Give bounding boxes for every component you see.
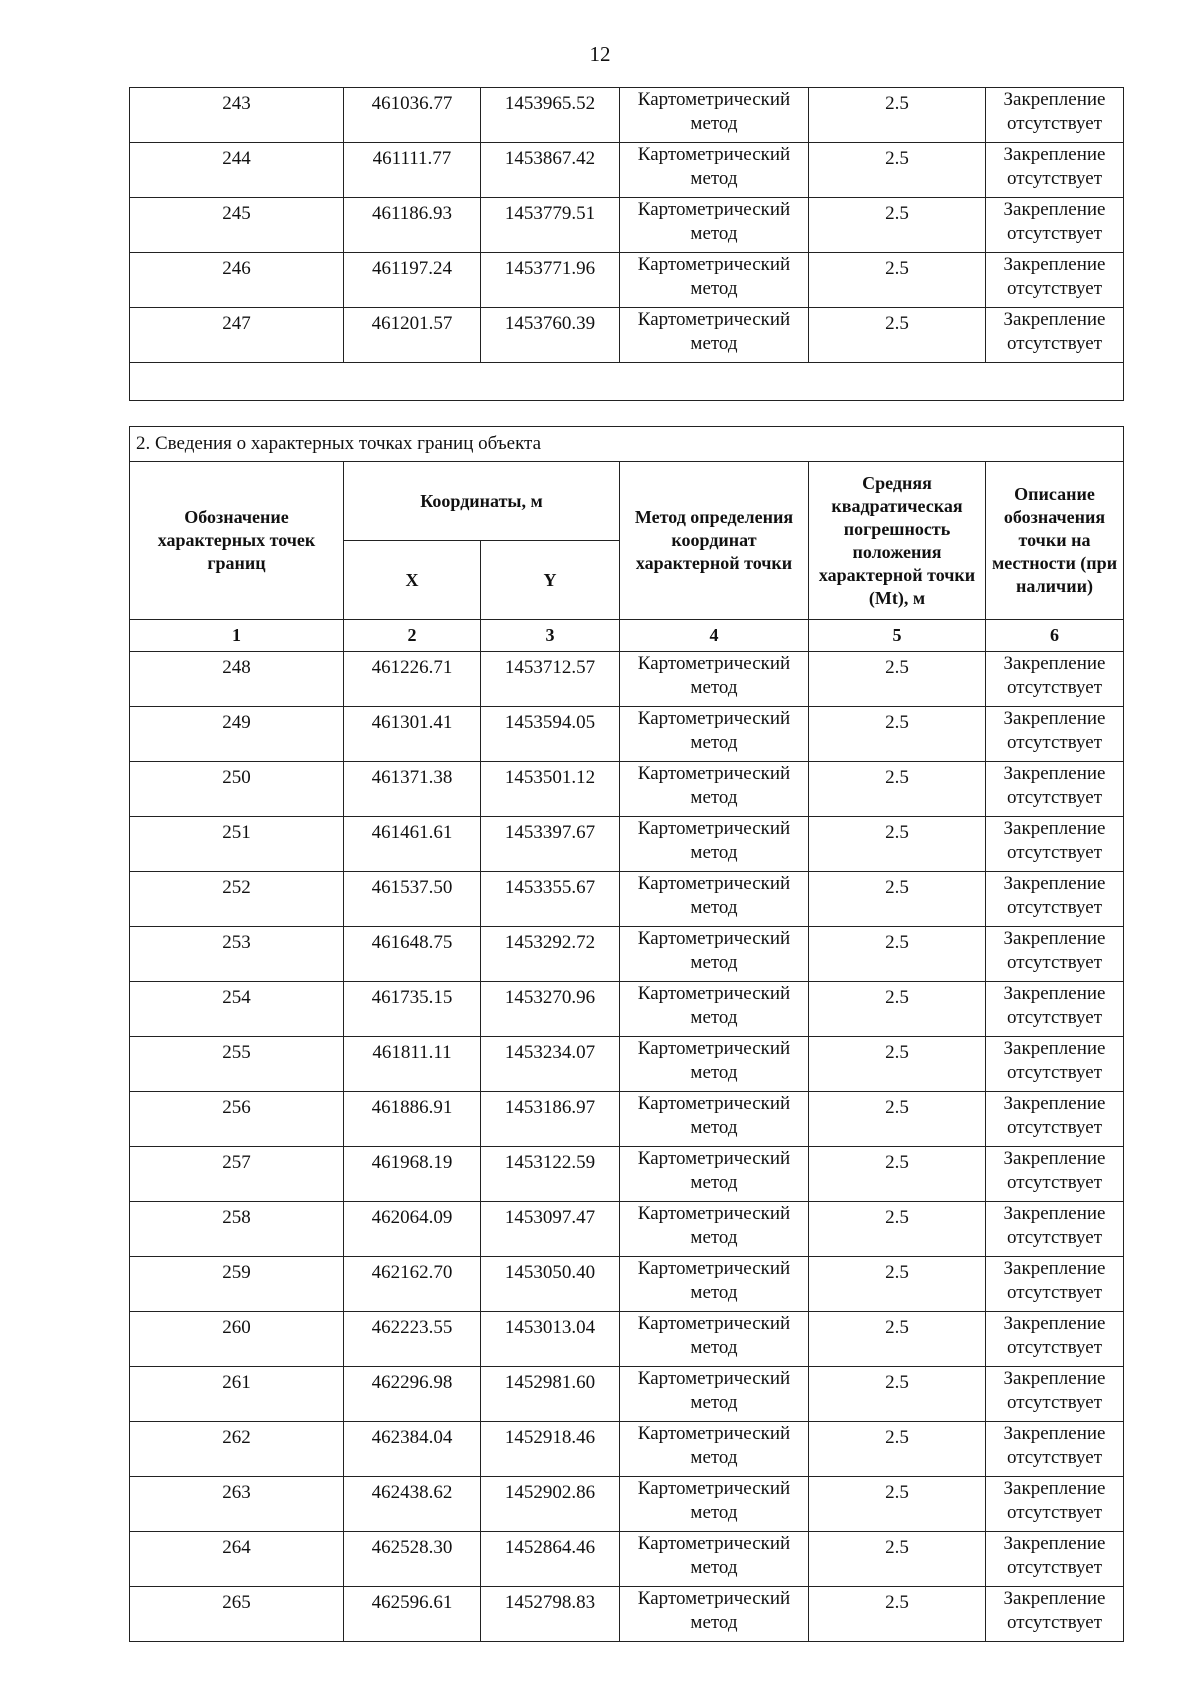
header-method: Метод определения координат характерной точки bbox=[620, 462, 809, 620]
boundary-points-table bbox=[129, 426, 1124, 1642]
y-cell: 1452864.46 bbox=[481, 1532, 620, 1587]
description-line-2: отсутствует bbox=[1006, 1227, 1103, 1248]
description-cell bbox=[986, 88, 1124, 143]
method-line-2: метод bbox=[690, 1227, 738, 1248]
description-line-2: отсутствует bbox=[1006, 1062, 1103, 1083]
mt-cell: 2.5 bbox=[809, 308, 986, 363]
x-cell: 462528.30 bbox=[344, 1532, 481, 1587]
description-line-1: Закрепление bbox=[1003, 144, 1106, 165]
x-cell: 462162.70 bbox=[344, 1257, 481, 1312]
x-cell: 461648.75 bbox=[344, 927, 481, 982]
description-line-1: Закрепление bbox=[1003, 653, 1106, 674]
description-line-1: Закрепление bbox=[1003, 1093, 1106, 1114]
method-line-1: Картометрический bbox=[637, 199, 791, 220]
method-line-1: Картометрический bbox=[637, 1368, 791, 1389]
description-line-1: Закрепление bbox=[1003, 1423, 1106, 1444]
method-line-1: Картометрический bbox=[637, 1093, 791, 1114]
method-line-1: Картометрический bbox=[637, 1423, 791, 1444]
method-line-1: Картометрический bbox=[637, 1038, 791, 1059]
description-cell bbox=[986, 143, 1124, 198]
description-line-2: отсутствует bbox=[1006, 952, 1103, 973]
x-cell: 461111.77 bbox=[344, 143, 481, 198]
point-number-cell: 243 bbox=[130, 88, 344, 143]
method-cell bbox=[620, 1257, 809, 1312]
y-cell: 1453122.59 bbox=[481, 1147, 620, 1202]
description-cell bbox=[986, 817, 1124, 872]
mt-cell: 2.5 bbox=[809, 1532, 986, 1587]
y-cell: 1453779.51 bbox=[481, 198, 620, 253]
method-line-2: метод bbox=[690, 952, 738, 973]
y-cell: 1453771.96 bbox=[481, 253, 620, 308]
description-line-2: отсутствует bbox=[1006, 113, 1103, 134]
description-cell bbox=[986, 927, 1124, 982]
mt-cell: 2.5 bbox=[809, 1477, 986, 1532]
x-cell: 461735.15 bbox=[344, 982, 481, 1037]
header-row bbox=[130, 462, 1124, 541]
x-cell: 461197.24 bbox=[344, 253, 481, 308]
description-line-1: Закрепление bbox=[1003, 763, 1106, 784]
x-cell: 461371.38 bbox=[344, 762, 481, 817]
y-cell: 1453965.52 bbox=[481, 88, 620, 143]
method-line-2: метод bbox=[690, 223, 738, 244]
description-line-2: отсутствует bbox=[1006, 1337, 1103, 1358]
description-line-1: Закрепление bbox=[1003, 708, 1106, 729]
method-cell bbox=[620, 1037, 809, 1092]
description-line-2: отсутствует bbox=[1006, 1117, 1103, 1138]
points-table-continued bbox=[129, 87, 1124, 401]
description-line-2: отсутствует bbox=[1006, 842, 1103, 863]
point-number-cell: 257 bbox=[130, 1147, 344, 1202]
table-row bbox=[130, 1312, 1124, 1367]
method-line-1: Картометрический bbox=[637, 873, 791, 894]
y-cell: 1453013.04 bbox=[481, 1312, 620, 1367]
method-line-1: Картометрический bbox=[637, 309, 791, 330]
description-line-1: Закрепление bbox=[1003, 1203, 1106, 1224]
table-row bbox=[130, 253, 1124, 308]
description-line-1: Закрепление bbox=[1003, 1478, 1106, 1499]
col-number: 1 bbox=[130, 620, 344, 652]
header-mt: Средняя квадратическая погрешность положения характерной точки (Mt), м bbox=[809, 462, 986, 620]
point-number-cell: 263 bbox=[130, 1477, 344, 1532]
boundary-points-table-body bbox=[130, 652, 1124, 1642]
method-line-2: метод bbox=[690, 787, 738, 808]
y-cell: 1453292.72 bbox=[481, 927, 620, 982]
method-cell bbox=[620, 253, 809, 308]
mt-cell: 2.5 bbox=[809, 1257, 986, 1312]
method-line-1: Картометрический bbox=[637, 1258, 791, 1279]
method-line-1: Картометрический bbox=[637, 1313, 791, 1334]
x-cell: 461811.11 bbox=[344, 1037, 481, 1092]
x-cell: 462223.55 bbox=[344, 1312, 481, 1367]
method-line-2: метод bbox=[690, 842, 738, 863]
point-number-cell: 265 bbox=[130, 1587, 344, 1642]
method-cell bbox=[620, 198, 809, 253]
mt-cell: 2.5 bbox=[809, 982, 986, 1037]
mt-cell: 2.5 bbox=[809, 253, 986, 308]
method-line-2: метод bbox=[690, 113, 738, 134]
method-line-1: Картометрический bbox=[637, 1148, 791, 1169]
description-line-2: отсутствует bbox=[1006, 1447, 1103, 1468]
table-row bbox=[130, 927, 1124, 982]
description-line-2: отсутствует bbox=[1006, 1612, 1103, 1633]
method-line-2: метод bbox=[690, 1117, 738, 1138]
y-cell: 1452918.46 bbox=[481, 1422, 620, 1477]
method-line-1: Картометрический bbox=[637, 1203, 791, 1224]
method-cell bbox=[620, 1147, 809, 1202]
y-cell: 1452902.86 bbox=[481, 1477, 620, 1532]
x-cell: 462064.09 bbox=[344, 1202, 481, 1257]
x-cell: 461886.91 bbox=[344, 1092, 481, 1147]
col-number: 2 bbox=[344, 620, 481, 652]
point-number-cell: 259 bbox=[130, 1257, 344, 1312]
description-line-2: отсутствует bbox=[1006, 278, 1103, 299]
method-cell bbox=[620, 652, 809, 707]
mt-cell: 2.5 bbox=[809, 1092, 986, 1147]
x-cell: 461537.50 bbox=[344, 872, 481, 927]
table-row bbox=[130, 817, 1124, 872]
mt-cell: 2.5 bbox=[809, 1367, 986, 1422]
method-line-2: метод bbox=[690, 1612, 738, 1633]
x-cell: 462596.61 bbox=[344, 1587, 481, 1642]
method-line-1: Картометрический bbox=[637, 928, 791, 949]
col-number: 5 bbox=[809, 620, 986, 652]
description-line-2: отсутствует bbox=[1006, 1502, 1103, 1523]
mt-cell: 2.5 bbox=[809, 143, 986, 198]
method-line-1: Картометрический bbox=[637, 818, 791, 839]
table-row bbox=[130, 308, 1124, 363]
point-number-cell: 253 bbox=[130, 927, 344, 982]
points-table-continued-body bbox=[130, 88, 1124, 363]
table-row bbox=[130, 1367, 1124, 1422]
point-number-cell: 249 bbox=[130, 707, 344, 762]
description-cell bbox=[986, 1422, 1124, 1477]
table-row bbox=[130, 982, 1124, 1037]
point-number-cell: 250 bbox=[130, 762, 344, 817]
y-cell: 1453594.05 bbox=[481, 707, 620, 762]
description-cell bbox=[986, 1092, 1124, 1147]
table-row bbox=[130, 1477, 1124, 1532]
method-line-2: метод bbox=[690, 897, 738, 918]
mt-cell: 2.5 bbox=[809, 1037, 986, 1092]
description-line-2: отсутствует bbox=[1006, 732, 1103, 753]
method-cell bbox=[620, 1092, 809, 1147]
description-cell bbox=[986, 1202, 1124, 1257]
description-line-1: Закрепление bbox=[1003, 309, 1106, 330]
method-cell bbox=[620, 1367, 809, 1422]
description-line-1: Закрепление bbox=[1003, 1148, 1106, 1169]
description-cell bbox=[986, 1477, 1124, 1532]
table-row bbox=[130, 872, 1124, 927]
y-cell: 1453097.47 bbox=[481, 1202, 620, 1257]
description-line-1: Закрепление bbox=[1003, 818, 1106, 839]
method-line-2: метод bbox=[690, 1062, 738, 1083]
method-line-2: метод bbox=[690, 1007, 738, 1028]
y-cell: 1453867.42 bbox=[481, 143, 620, 198]
method-cell bbox=[620, 143, 809, 198]
table-row bbox=[130, 707, 1124, 762]
point-number-cell: 261 bbox=[130, 1367, 344, 1422]
description-line-2: отсутствует bbox=[1006, 1557, 1103, 1578]
table-row bbox=[130, 198, 1124, 253]
y-cell: 1453050.40 bbox=[481, 1257, 620, 1312]
header-y: Y bbox=[481, 541, 620, 620]
point-number-cell: 251 bbox=[130, 817, 344, 872]
method-line-2: метод bbox=[690, 1282, 738, 1303]
method-cell bbox=[620, 927, 809, 982]
description-cell bbox=[986, 1587, 1124, 1642]
table-row bbox=[130, 1092, 1124, 1147]
method-line-1: Картометрический bbox=[637, 1478, 791, 1499]
y-cell: 1453186.97 bbox=[481, 1092, 620, 1147]
method-cell bbox=[620, 707, 809, 762]
method-line-1: Картометрический bbox=[637, 1533, 791, 1554]
table-row bbox=[130, 1202, 1124, 1257]
description-cell bbox=[986, 762, 1124, 817]
y-cell: 1453501.12 bbox=[481, 762, 620, 817]
description-line-1: Закрепление bbox=[1003, 1313, 1106, 1334]
method-cell bbox=[620, 1422, 809, 1477]
table-row bbox=[130, 143, 1124, 198]
x-cell: 461036.77 bbox=[344, 88, 481, 143]
method-cell bbox=[620, 817, 809, 872]
table-caption-row bbox=[130, 427, 1124, 462]
header-x: X bbox=[344, 541, 481, 620]
description-line-2: отсутствует bbox=[1006, 1007, 1103, 1028]
description-line-2: отсутствует bbox=[1006, 223, 1103, 244]
description-cell bbox=[986, 982, 1124, 1037]
point-number-cell: 246 bbox=[130, 253, 344, 308]
empty-row bbox=[130, 363, 1124, 401]
point-number-cell: 245 bbox=[130, 198, 344, 253]
description-cell bbox=[986, 1257, 1124, 1312]
mt-cell: 2.5 bbox=[809, 1147, 986, 1202]
mt-cell: 2.5 bbox=[809, 817, 986, 872]
description-cell bbox=[986, 1312, 1124, 1367]
description-cell bbox=[986, 198, 1124, 253]
method-line-2: метод bbox=[690, 168, 738, 189]
method-line-1: Картометрический bbox=[637, 708, 791, 729]
point-number-cell: 247 bbox=[130, 308, 344, 363]
description-line-1: Закрепление bbox=[1003, 254, 1106, 275]
description-line-2: отсутствует bbox=[1006, 897, 1103, 918]
point-number-cell: 255 bbox=[130, 1037, 344, 1092]
method-line-2: метод bbox=[690, 677, 738, 698]
y-cell: 1452798.83 bbox=[481, 1587, 620, 1642]
y-cell: 1452981.60 bbox=[481, 1367, 620, 1422]
method-line-1: Картометрический bbox=[637, 254, 791, 275]
description-line-2: отсутствует bbox=[1006, 787, 1103, 808]
y-cell: 1453712.57 bbox=[481, 652, 620, 707]
x-cell: 461186.93 bbox=[344, 198, 481, 253]
method-cell bbox=[620, 1202, 809, 1257]
description-line-1: Закрепление bbox=[1003, 928, 1106, 949]
description-line-2: отсутствует bbox=[1006, 1392, 1103, 1413]
mt-cell: 2.5 bbox=[809, 762, 986, 817]
method-line-1: Картометрический bbox=[637, 653, 791, 674]
method-line-2: метод bbox=[690, 1502, 738, 1523]
x-cell: 462438.62 bbox=[344, 1477, 481, 1532]
method-cell bbox=[620, 762, 809, 817]
method-line-2: метод bbox=[690, 732, 738, 753]
table-caption: 2. Сведения о характерных точках границ объекта bbox=[130, 427, 1124, 462]
method-cell bbox=[620, 982, 809, 1037]
mt-cell: 2.5 bbox=[809, 1422, 986, 1477]
method-line-2: метод bbox=[690, 1392, 738, 1413]
description-cell bbox=[986, 253, 1124, 308]
method-line-1: Картометрический bbox=[637, 144, 791, 165]
table-row bbox=[130, 1257, 1124, 1312]
table-row bbox=[130, 1532, 1124, 1587]
method-cell bbox=[620, 1587, 809, 1642]
table-row bbox=[130, 1587, 1124, 1642]
point-number-cell: 258 bbox=[130, 1202, 344, 1257]
description-line-2: отсутствует bbox=[1006, 1172, 1103, 1193]
x-cell: 462384.04 bbox=[344, 1422, 481, 1477]
empty-cell bbox=[130, 363, 1124, 401]
y-cell: 1453397.67 bbox=[481, 817, 620, 872]
method-line-2: метод bbox=[690, 1557, 738, 1578]
table-row bbox=[130, 1422, 1124, 1477]
method-line-1: Картометрический bbox=[637, 1588, 791, 1609]
x-cell: 461968.19 bbox=[344, 1147, 481, 1202]
description-line-1: Закрепление bbox=[1003, 1368, 1106, 1389]
x-cell: 461226.71 bbox=[344, 652, 481, 707]
col-number: 3 bbox=[481, 620, 620, 652]
description-line-1: Закрепление bbox=[1003, 1038, 1106, 1059]
table-row bbox=[130, 1037, 1124, 1092]
method-cell bbox=[620, 88, 809, 143]
mt-cell: 2.5 bbox=[809, 198, 986, 253]
table-row bbox=[130, 762, 1124, 817]
mt-cell: 2.5 bbox=[809, 707, 986, 762]
method-cell bbox=[620, 872, 809, 927]
point-number-cell: 264 bbox=[130, 1532, 344, 1587]
y-cell: 1453355.67 bbox=[481, 872, 620, 927]
description-cell bbox=[986, 707, 1124, 762]
description-line-2: отсутствует bbox=[1006, 333, 1103, 354]
method-line-2: метод bbox=[690, 1447, 738, 1468]
y-cell: 1453270.96 bbox=[481, 982, 620, 1037]
method-line-2: метод bbox=[690, 1337, 738, 1358]
header-coords: Координаты, м bbox=[344, 462, 620, 541]
col-number: 6 bbox=[986, 620, 1124, 652]
header-point: Обозначение характерных точек границ bbox=[130, 462, 344, 620]
method-line-2: метод bbox=[690, 333, 738, 354]
description-line-1: Закрепление bbox=[1003, 199, 1106, 220]
method-cell bbox=[620, 308, 809, 363]
point-number-cell: 244 bbox=[130, 143, 344, 198]
method-cell bbox=[620, 1477, 809, 1532]
description-cell bbox=[986, 872, 1124, 927]
method-cell bbox=[620, 1312, 809, 1367]
mt-cell: 2.5 bbox=[809, 872, 986, 927]
mt-cell: 2.5 bbox=[809, 88, 986, 143]
description-cell bbox=[986, 1367, 1124, 1422]
header-desc: Описание обозначения точки на местности (при наличии) bbox=[986, 462, 1124, 620]
x-cell: 461461.61 bbox=[344, 817, 481, 872]
description-line-1: Закрепление bbox=[1003, 1533, 1106, 1554]
x-cell: 462296.98 bbox=[344, 1367, 481, 1422]
table-row bbox=[130, 652, 1124, 707]
mt-cell: 2.5 bbox=[809, 1312, 986, 1367]
page-number: 12 bbox=[589, 42, 611, 66]
mt-cell: 2.5 bbox=[809, 1202, 986, 1257]
description-line-2: отсутствует bbox=[1006, 168, 1103, 189]
col-number: 4 bbox=[620, 620, 809, 652]
point-number-cell: 252 bbox=[130, 872, 344, 927]
description-line-2: отсутствует bbox=[1006, 1282, 1103, 1303]
column-numbers-row bbox=[130, 620, 1124, 652]
description-cell bbox=[986, 1037, 1124, 1092]
description-line-2: отсутствует bbox=[1006, 677, 1103, 698]
table-row bbox=[130, 1147, 1124, 1202]
description-cell bbox=[986, 652, 1124, 707]
description-cell bbox=[986, 308, 1124, 363]
point-number-cell: 254 bbox=[130, 982, 344, 1037]
description-line-1: Закрепление bbox=[1003, 1258, 1106, 1279]
y-cell: 1453760.39 bbox=[481, 308, 620, 363]
description-cell bbox=[986, 1147, 1124, 1202]
description-line-1: Закрепление bbox=[1003, 873, 1106, 894]
method-line-1: Картометрический bbox=[637, 89, 791, 110]
table-row bbox=[130, 88, 1124, 143]
method-cell bbox=[620, 1532, 809, 1587]
point-number-cell: 262 bbox=[130, 1422, 344, 1477]
method-line-1: Картометрический bbox=[637, 763, 791, 784]
description-line-1: Закрепление bbox=[1003, 1588, 1106, 1609]
method-line-1: Картометрический bbox=[637, 983, 791, 1004]
mt-cell: 2.5 bbox=[809, 1587, 986, 1642]
x-cell: 461201.57 bbox=[344, 308, 481, 363]
method-line-2: метод bbox=[690, 278, 738, 299]
description-line-1: Закрепление bbox=[1003, 983, 1106, 1004]
point-number-cell: 256 bbox=[130, 1092, 344, 1147]
description-cell bbox=[986, 1532, 1124, 1587]
description-line-1: Закрепление bbox=[1003, 89, 1106, 110]
point-number-cell: 260 bbox=[130, 1312, 344, 1367]
mt-cell: 2.5 bbox=[809, 652, 986, 707]
point-number-cell: 248 bbox=[130, 652, 344, 707]
mt-cell: 2.5 bbox=[809, 927, 986, 982]
x-cell: 461301.41 bbox=[344, 707, 481, 762]
method-line-2: метод bbox=[690, 1172, 738, 1193]
y-cell: 1453234.07 bbox=[481, 1037, 620, 1092]
